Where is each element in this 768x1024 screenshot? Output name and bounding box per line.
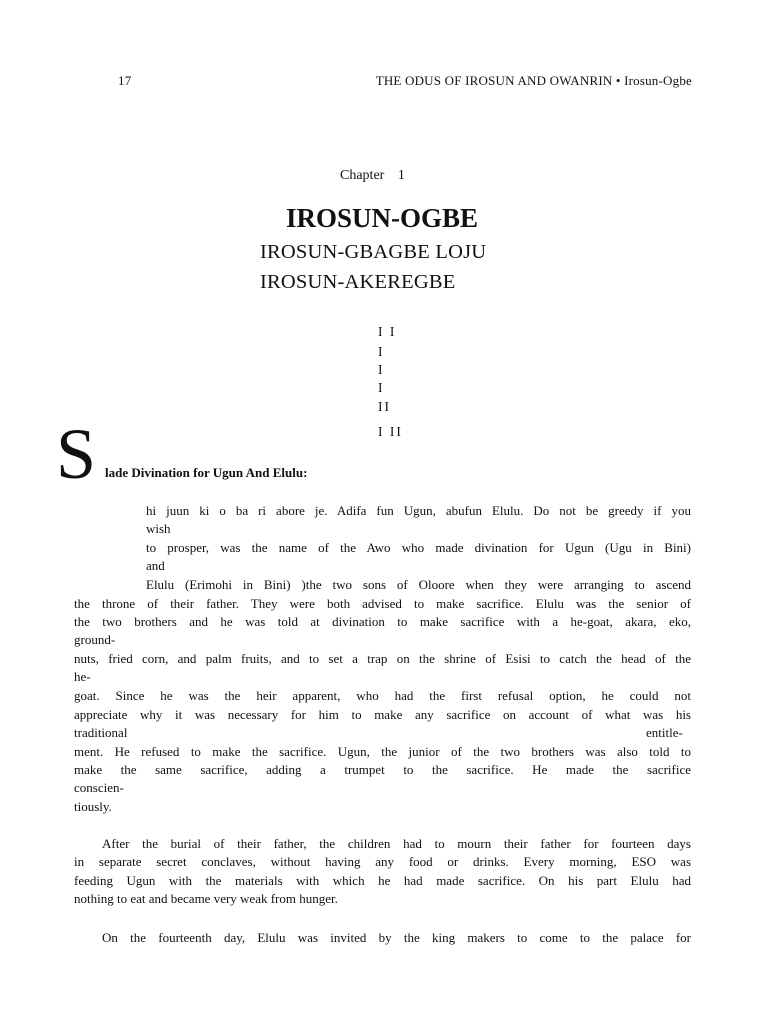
body-line: and — [146, 558, 165, 573]
body-line: to prosper, was the name of the Awo who made divination for Ugun (Ugu in Bini) — [146, 540, 691, 555]
body-line: the throne of their father. They were both advised to make sacrifice. Elulu was the senior of — [74, 596, 691, 611]
body-line: conscien- — [74, 780, 124, 795]
body-line: traditional — [74, 725, 128, 740]
chapter-title: IROSUN-OGBE — [286, 203, 479, 233]
body-line: hi juun ki o ba ri abore je. Adifa fun Ugun, abufun Elulu. Do not be greedy if you — [146, 503, 691, 518]
section-heading: lade Divination for Ugun And Elulu: — [105, 465, 308, 480]
body-line: make the same sacrifice, adding a trumpet to the sacrifice. He made the sacrifice — [74, 762, 691, 777]
body-line: After the burial of their father, the children had to mourn their father for fourteen days — [102, 836, 691, 851]
alt-name-1: IROSUN-GBAGBE LOJU — [260, 241, 487, 263]
body-line: feeding Ugun with the materials with which he had made sacrifice. On his part Elulu had — [74, 873, 691, 888]
odu-sign-row: I — [378, 380, 385, 395]
body-line: appreciate why it was necessary for him to make any sacrifice on account of what was his — [74, 707, 691, 722]
odu-sign-row: I II — [378, 424, 403, 439]
body-line: nothing to eat and became very weak from hunger. — [74, 891, 338, 906]
chapter-label: Chapter 1 — [340, 168, 405, 183]
body-line: Elulu (Erimohi in Bini) )the two sons of Oloore when they were arranging to ascend — [146, 577, 691, 592]
odu-sign-row: I — [378, 362, 385, 377]
body-line: nuts, fried corn, and palm fruits, and to set a trap on the shrine of Esisi to catch the head of the — [74, 651, 691, 666]
drop-cap: S — [56, 414, 97, 494]
odu-sign-row: II — [378, 399, 391, 414]
body-line: tiously. — [74, 799, 112, 814]
body-line: he- — [74, 669, 91, 684]
body-line: On the fourteenth day, Elulu was invited by the king makers to come to the palace for — [102, 930, 691, 945]
body-line: in separate secret conclaves, without having any food or drinks. Every morning, ESO was — [74, 854, 691, 869]
body-line: entitle- — [646, 725, 683, 740]
page-number: 17 — [118, 73, 132, 88]
running-head: THE ODUS OF IROSUN AND OWANRIN • Irosun-Ogbe — [375, 73, 692, 88]
body-line: ground- — [74, 632, 116, 647]
odu-sign-row: I — [378, 344, 385, 359]
body-line: ment. He refused to make the sacrifice. Ugun, the junior of the two brothers was also told to — [74, 744, 691, 759]
body-line: goat. Since he was the heir apparent, who had the first refusal option, he could not — [74, 688, 691, 703]
body-line: wish — [146, 521, 171, 536]
odu-sign-row: I I — [378, 324, 397, 339]
alt-name-2: IROSUN-AKEREGBE — [260, 271, 456, 293]
body-line: the two brothers and he was told at divination to make sacrifice with a he-goat, akara, eko, — [74, 614, 691, 629]
